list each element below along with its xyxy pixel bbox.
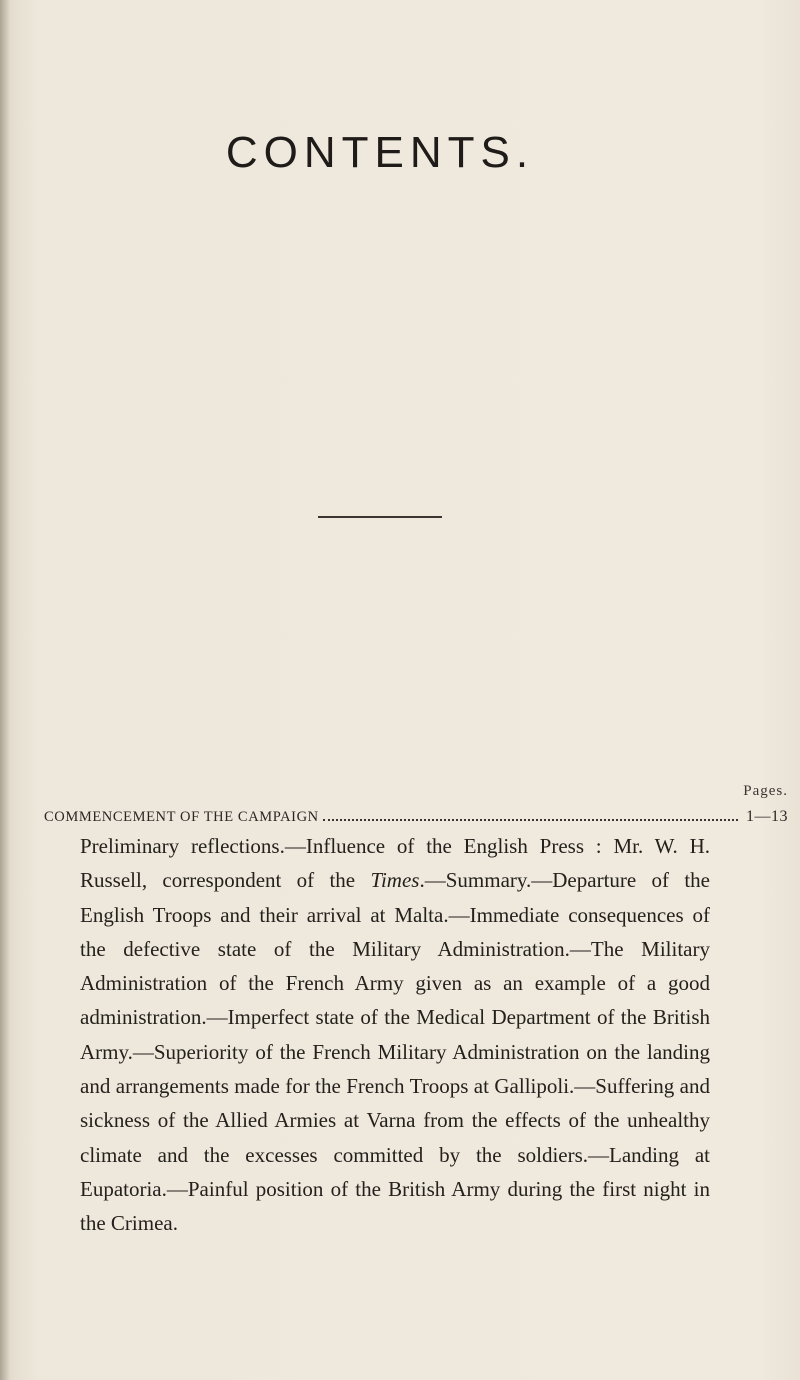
title-divider <box>318 516 442 518</box>
summary-text-part: Preliminary reflections.—Influence of the English Press : Mr. W. H. Russell, correspondent of the <box>80 834 710 893</box>
pages-column-header: Pages. <box>743 783 788 799</box>
toc-entry-pages: 1—13 <box>746 808 788 825</box>
summary-italic-times: Times <box>370 868 420 893</box>
dot-leader <box>323 818 738 821</box>
page-title: CONTENTS. <box>225 128 535 177</box>
binding-shadow <box>0 0 10 1380</box>
toc-entry-summary <box>80 829 710 1241</box>
summary-text-part: .—Summary.—Departure of the English Troops and their arrival at Malta.—Immediate consequences of the defective state of the Military Administration.—The Military Administration of the French Army given as an example of a good administration.—Imperfect state of the Medical Department of the British Army.—Superiority of the French Military Administration on the landing and arrangements made for the French Troops at Gallipoli.—Suffering and sickness of the Allied Armies at Varna from the effects of the unhealthy climate and the excesses committed by the soldiers.—Landing at Eupatoria.—Painful position of the British Army during the first night in the Crimea. <box>80 868 710 1236</box>
toc-entry-title: COMMENCEMENT OF THE CAMPAIGN <box>44 809 319 825</box>
